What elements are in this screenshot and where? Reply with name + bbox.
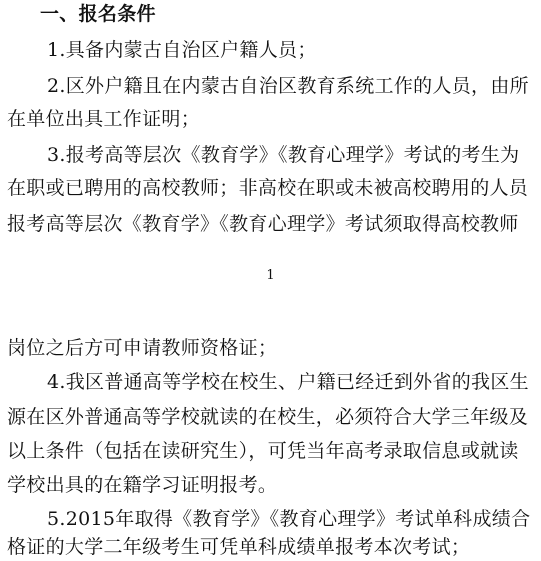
paragraph-line: 源在区外普通高等学校就读的在校生，必须符合大学三年级及 <box>7 406 529 428</box>
paragraph-line: 在职或已聘用的高校教师；非高校在职或未被高校聘用的人员 <box>7 177 529 199</box>
paragraph-line: 格证的大学二年级考生可凭单科成绩单报考本次考试； <box>7 536 471 558</box>
paragraph-line: 以上条件（包括在读研究生），可凭当年高考录取信息或就读 <box>7 440 519 462</box>
paragraph-line: 4.我区普通高等学校在校生、户籍已经迁到外省的我区生 <box>47 371 529 393</box>
section-heading: 一、报名条件 <box>40 3 156 25</box>
paragraph-line: 3.报考高等层次《教育学》《教育心理学》考试的考生为 <box>47 144 520 166</box>
paragraph-line: 岗位之后方可申请教师资格证； <box>7 337 278 359</box>
paragraph-line: 报考高等层次《教育学》《教育心理学》考试须取得高校教师 <box>7 213 519 235</box>
paragraph-line: 2.区外户籍且在内蒙古自治区教育系统工作的人员，由所 <box>47 75 529 97</box>
paragraph-line: 5.2015年取得《教育学》《教育心理学》考试单科成绩合 <box>47 508 531 530</box>
paragraph-line: 学校出具的在籍学习证明报考。 <box>7 474 278 496</box>
paragraph-line: 1.具备内蒙古自治区户籍人员； <box>47 39 317 61</box>
page-number: 1 <box>266 268 275 283</box>
paragraph-line: 在单位出具工作证明； <box>7 108 201 130</box>
